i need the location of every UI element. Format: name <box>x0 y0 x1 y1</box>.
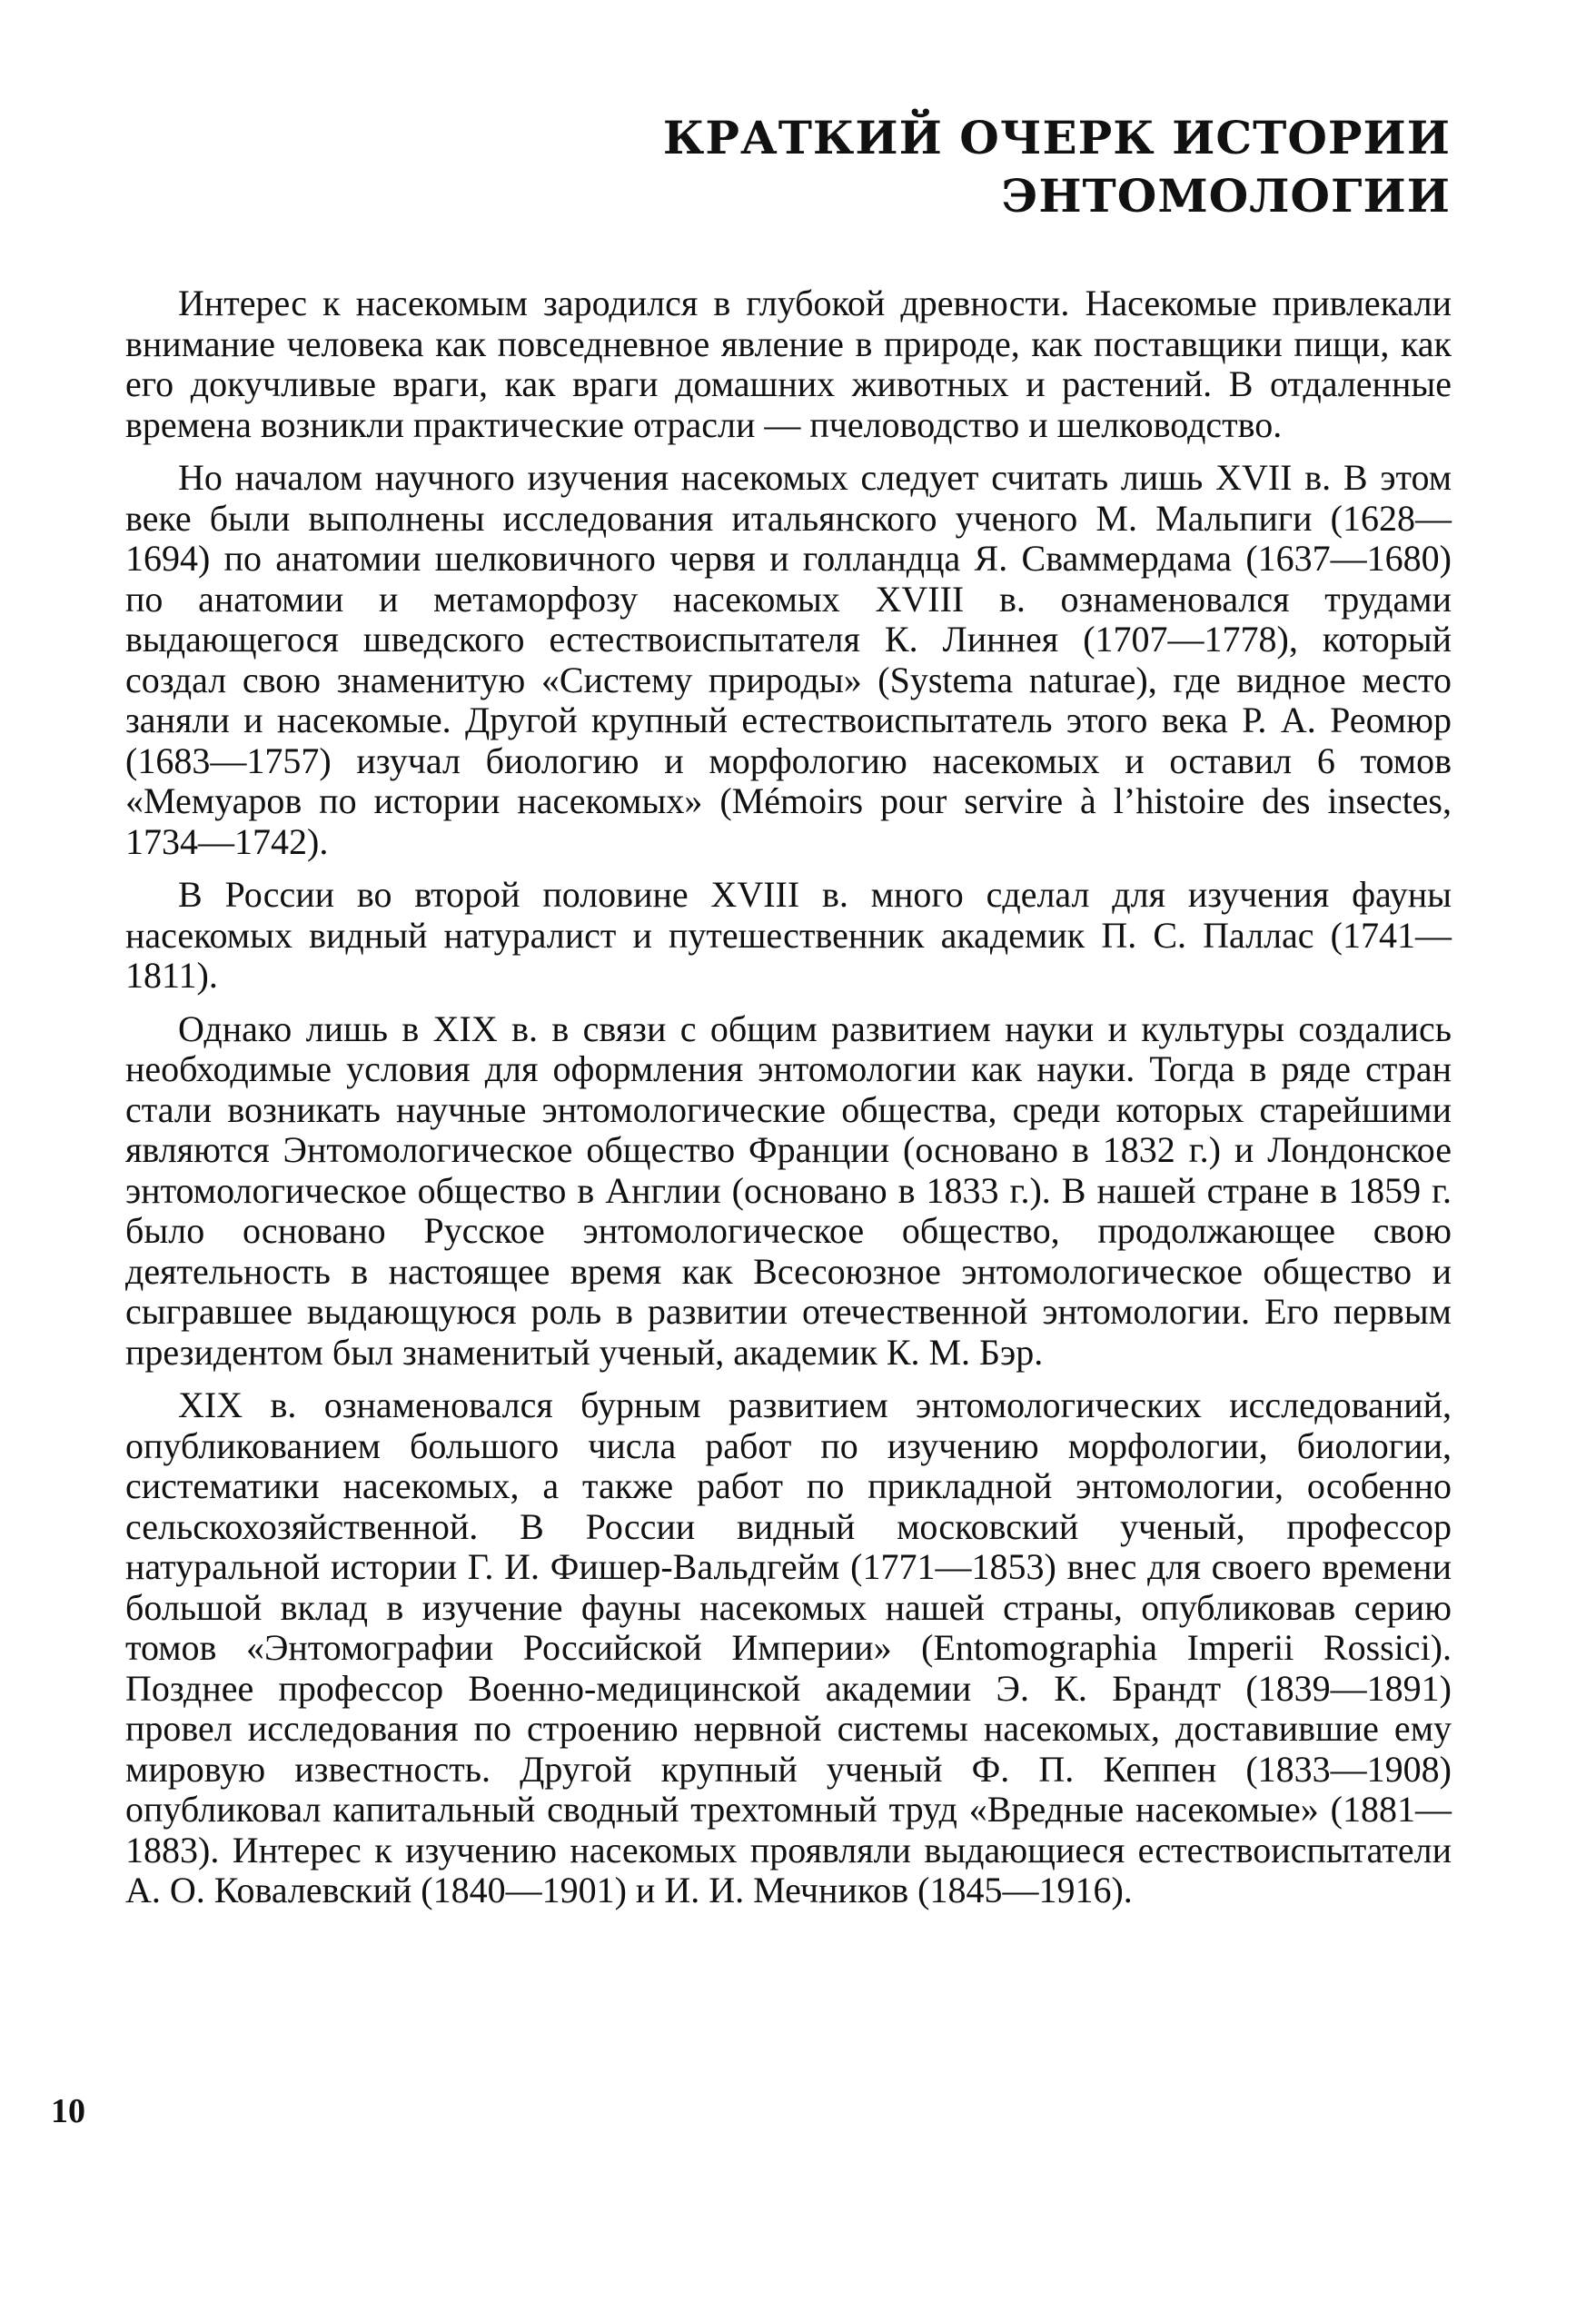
chapter-title-line-2: ЭНТОМОЛОГИИ <box>1001 169 1451 223</box>
page-number: 10 <box>51 2092 85 2130</box>
paragraph-4: Однако лишь в XIX в. в связи с общим развитием науки и культуры создались необходимые условия для оформления энтомологии как науки. Тогда в ряде стран стали возникать научные энтомологические общества, среди которых старейшими являются Энтомологическое общество Франции (основано в 1832 г.) и Лондонское энтомологическое общество в Англии (основано в 1833 г.). В нашей стране в 1859 г. было основано Русское энтомологическое общество, продолжающее свою деятельность в настоящее время как Всесоюзное энтомологическое общество и сыгравшее выдающуюся роль в развитии отечественной энтомологии. Его первым президентом был знаменитый ученый, академик К. М. Бэр. <box>125 1007 1452 1373</box>
paragraph-5: XIX в. ознаменовался бурным развитием энтомологических исследований, опубликованием большого числа работ по изучению морфологии, биологии, систематики насекомых, а также работ по прикладной энтомологии, особенно сельскохозяйственной. В России видный московский ученый, профессор натуральной истории Г. И. Фишер-Вальдгейм (1771—1853) внес для своего времени большой вклад в изучение фауны насекомых нашей страны, опубликовав серию томов «Энтомографии Российской Империи» (Entomographia Imperii Rossici). Позднее профессор Военно-медицинской академии Э. К. Брандт (1839—1891) провел исследования по строению нервной системы насекомых, доставившие ему мировую известность. Другой крупный ученый Ф. П. Кеппен (1833—1908) опубликовал капитальный сводный трехтомный труд «Вредные насекомые» (1881—1883). Интерес к изучению насекомых проявляли выдающиеся естествоиспытатели А. О. Ковалевский (1840—1901) и И. И. Мечников (1845—1916). <box>125 1384 1452 1910</box>
body-text <box>125 283 1452 1911</box>
paragraph-3: В России во второй половине XVIII в. много сделал для изучения фауны насекомых видный натуралист и путешественник академик П. С. Паллас (1741—1811). <box>125 874 1452 996</box>
paragraph-1: Интерес к насекомым зародился в глубокой древности. Насекомые привлекали внимание человека как повседневное явление в природе, как поставщики пищи, как его докучливые враги, как враги домашних животных и растений. В отдаленные времена возникли практические отрасли — пчеловодство и шелководство. <box>125 283 1452 445</box>
paragraph-2: Но началом научного изучения насекомых следует считать лишь XVII в. В этом веке были выполнены исследования итальянского ученого М. Мальпиги (1628—1694) по анатомии шелковичного червя и голландца Я. Сваммердама (1637—1680) по анатомии и метаморфозу насекомых XVIII в. ознаменовался трудами выдающегося шведского естествоиспытателя К. Линнея (1707—1778), который создал свою знаменитую «Систему природы» (Systema naturae), где видное место заняли и насекомые. Другой крупный естествоиспытатель этого века Р. А. Реомюр (1683—1757) изучал биологию и морфологию насекомых и оставил 6 томов «Мемуаров по истории насекомых» (Mémoirs pour servire à l’histoire des insectes, 1734—1742). <box>125 457 1452 862</box>
chapter-title <box>542 109 1451 225</box>
chapter-title-line-1: КРАТКИЙ ОЧЕРК ИСТОРИИ <box>662 111 1451 164</box>
